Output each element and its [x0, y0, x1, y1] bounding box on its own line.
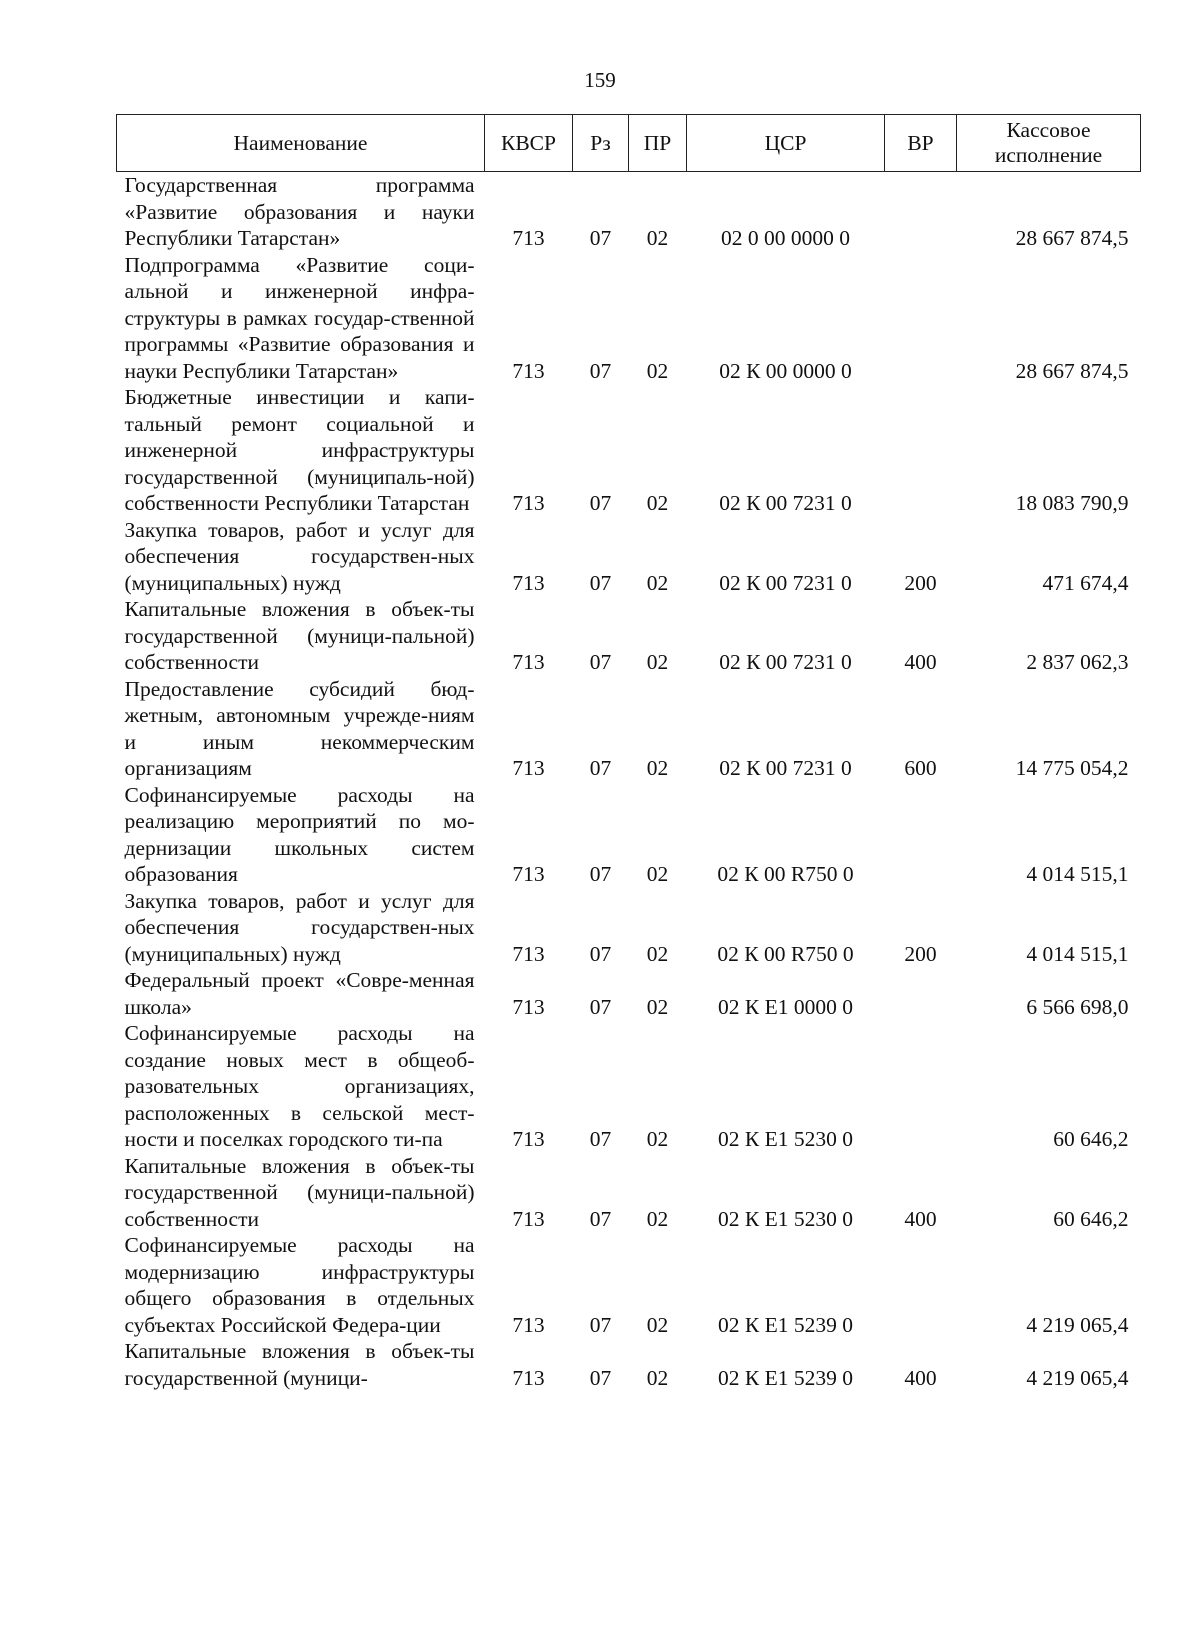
row-pr: 02 [646, 1206, 669, 1231]
row-sum: 28 667 874,5 [1015, 358, 1129, 383]
row-pr: 02 [646, 226, 669, 250]
row-pr: 02 [646, 1365, 669, 1390]
row-sum: 28 667 874,5 [1015, 226, 1129, 250]
row-vr [885, 172, 957, 252]
row-kvsr: 713 [512, 570, 545, 595]
row-sum: 4 014 515,1 [1026, 862, 1129, 886]
page-number: 159 [584, 68, 616, 92]
table-row [117, 517, 1141, 597]
row-vr [885, 252, 957, 385]
table-row [117, 384, 1141, 517]
row-rz: 07 [589, 491, 612, 515]
row-rz: 07 [589, 1127, 612, 1151]
row-rz: 07 [589, 1365, 612, 1390]
table-row [117, 252, 1141, 385]
row-sum: 4 219 065,4 [1026, 1312, 1129, 1337]
header-rz: Рз [573, 115, 629, 172]
row-vr: 400 [904, 1206, 937, 1231]
row-sum: 60 646,2 [1053, 1206, 1129, 1231]
row-sum: 6 566 698,0 [1026, 994, 1129, 1019]
row-vr: 400 [904, 650, 937, 674]
row-csr: 02 К Е1 5239 0 [718, 1312, 853, 1337]
row-rz: 07 [589, 570, 612, 595]
row-name: Софинансируемые расходы на реализацию мероприятий по мо-дернизации школьных систем образования [124, 782, 475, 886]
row-kvsr: 713 [512, 358, 545, 383]
row-sum: 4 219 065,4 [1026, 1365, 1129, 1390]
row-csr: 02 К Е1 5230 0 [718, 1127, 853, 1151]
table-row [117, 1020, 1141, 1153]
row-csr: 02 К 00 7231 0 [719, 756, 852, 780]
row-kvsr: 713 [512, 862, 545, 886]
table-row [117, 1232, 1141, 1338]
row-pr: 02 [646, 570, 669, 595]
row-sum: 18 083 790,9 [1015, 491, 1129, 515]
row-vr [885, 1232, 957, 1338]
row-kvsr: 713 [512, 491, 545, 515]
row-csr: 02 0 00 0000 0 [721, 226, 850, 250]
row-pr: 02 [646, 756, 669, 780]
table-row [117, 967, 1141, 1020]
row-csr: 02 К 00 R750 0 [717, 941, 854, 966]
row-vr [885, 1020, 957, 1153]
row-name: Капитальные вложения в объек-ты государственной (муници-пальной) собственности [124, 597, 475, 674]
row-csr: 02 К Е1 5239 0 [718, 1365, 853, 1390]
header-name: Наименование [117, 115, 485, 172]
row-csr: 02 К 00 0000 0 [719, 358, 852, 383]
row-sum: 14 775 054,2 [1015, 756, 1129, 780]
row-pr: 02 [646, 1312, 669, 1337]
row-vr: 200 [904, 570, 937, 595]
row-pr: 02 [646, 994, 669, 1019]
row-pr: 02 [646, 358, 669, 383]
table-row [117, 888, 1141, 968]
row-rz: 07 [589, 358, 612, 383]
table-row [117, 1153, 1141, 1233]
row-rz: 07 [589, 756, 612, 780]
row-name: Федеральный проект «Совре-менная школа» [124, 968, 475, 1019]
row-kvsr: 713 [512, 756, 545, 780]
row-rz: 07 [589, 1206, 612, 1231]
header-vr: ВР [885, 115, 957, 172]
row-rz: 07 [589, 862, 612, 886]
row-name: Предоставление субсидий бюд-жетным, автономным учрежде-ниям и иным некоммерческим организациям [124, 676, 475, 780]
budget-execution-table [116, 114, 1141, 1391]
row-sum: 4 014 515,1 [1026, 941, 1129, 966]
row-name: Софинансируемые расходы на создание новых мест в общеоб-разовательных организациях, расположенных в сельской мест-ности и поселках городского ти-па [124, 1021, 475, 1151]
row-name: Государственная программа «Развитие образования и науки Республики Татарстан» [124, 173, 475, 250]
row-name: Закупка товаров, работ и услуг для обеспечения государствен-ных (муниципальных) нужд [124, 517, 475, 595]
table-row [117, 172, 1141, 252]
row-kvsr: 713 [512, 1127, 545, 1151]
row-rz: 07 [589, 941, 612, 966]
row-rz: 07 [589, 994, 612, 1019]
row-pr: 02 [646, 862, 669, 886]
row-csr: 02 К 00 7231 0 [719, 491, 852, 515]
header-kvsr: КВСР [485, 115, 573, 172]
row-kvsr: 713 [512, 1365, 545, 1390]
table-row [117, 676, 1141, 782]
row-csr: 02 К 00 7231 0 [719, 650, 852, 674]
row-name: Капитальные вложения в объек-ты государственной (муници- [124, 1339, 475, 1390]
row-sum: 471 674,4 [1042, 570, 1129, 595]
row-pr: 02 [646, 1127, 669, 1151]
row-kvsr: 713 [512, 226, 545, 250]
header-sum: Кассовое исполнение [957, 115, 1141, 172]
table-row [117, 596, 1141, 676]
row-name: Закупка товаров, работ и услуг для обеспечения государствен-ных (муниципальных) нужд [124, 888, 475, 966]
row-vr: 600 [904, 756, 937, 780]
row-csr: 02 К Е1 0000 0 [718, 994, 853, 1019]
row-vr: 200 [904, 941, 937, 966]
row-name: Капитальные вложения в объек-ты государственной (муници-пальной) собственности [124, 1153, 475, 1231]
row-kvsr: 713 [512, 994, 545, 1019]
table-row [117, 1338, 1141, 1391]
row-rz: 07 [589, 226, 612, 250]
row-name: Подпрограмма «Развитие соци-альной и инженерной инфра-структуры в рамках государ-ственной программы «Развитие образования и науки Республики Татарстан» [124, 252, 475, 383]
header-csr: ЦСР [687, 115, 885, 172]
table-row [117, 782, 1141, 888]
row-csr: 02 К 00 R750 0 [717, 862, 854, 886]
row-pr: 02 [646, 491, 669, 515]
row-kvsr: 713 [512, 1206, 545, 1231]
row-vr [885, 967, 957, 1020]
row-csr: 02 К Е1 5230 0 [718, 1206, 853, 1231]
header-pr: ПР [629, 115, 687, 172]
row-vr [885, 384, 957, 517]
row-sum: 2 837 062,3 [1026, 650, 1129, 674]
row-rz: 07 [589, 650, 612, 674]
table-header [117, 115, 1141, 172]
row-kvsr: 713 [512, 650, 545, 674]
row-vr [885, 782, 957, 888]
row-name: Бюджетные инвестиции и капи-тальный ремонт социальной и инженерной инфраструктуры государственной (муниципаль-ной) собственности Республики Татарстан [124, 385, 475, 515]
row-pr: 02 [646, 650, 669, 674]
row-rz: 07 [589, 1312, 612, 1337]
row-pr: 02 [646, 941, 669, 966]
table-body [117, 172, 1141, 1392]
row-kvsr: 713 [512, 1312, 545, 1337]
row-csr: 02 К 00 7231 0 [719, 570, 852, 595]
row-kvsr: 713 [512, 941, 545, 966]
row-sum: 60 646,2 [1053, 1127, 1129, 1151]
row-name: Софинансируемые расходы на модернизацию инфраструктуры общего образования в отдельных субъектах Российской Федера-ции [124, 1233, 475, 1337]
row-vr: 400 [904, 1365, 937, 1390]
